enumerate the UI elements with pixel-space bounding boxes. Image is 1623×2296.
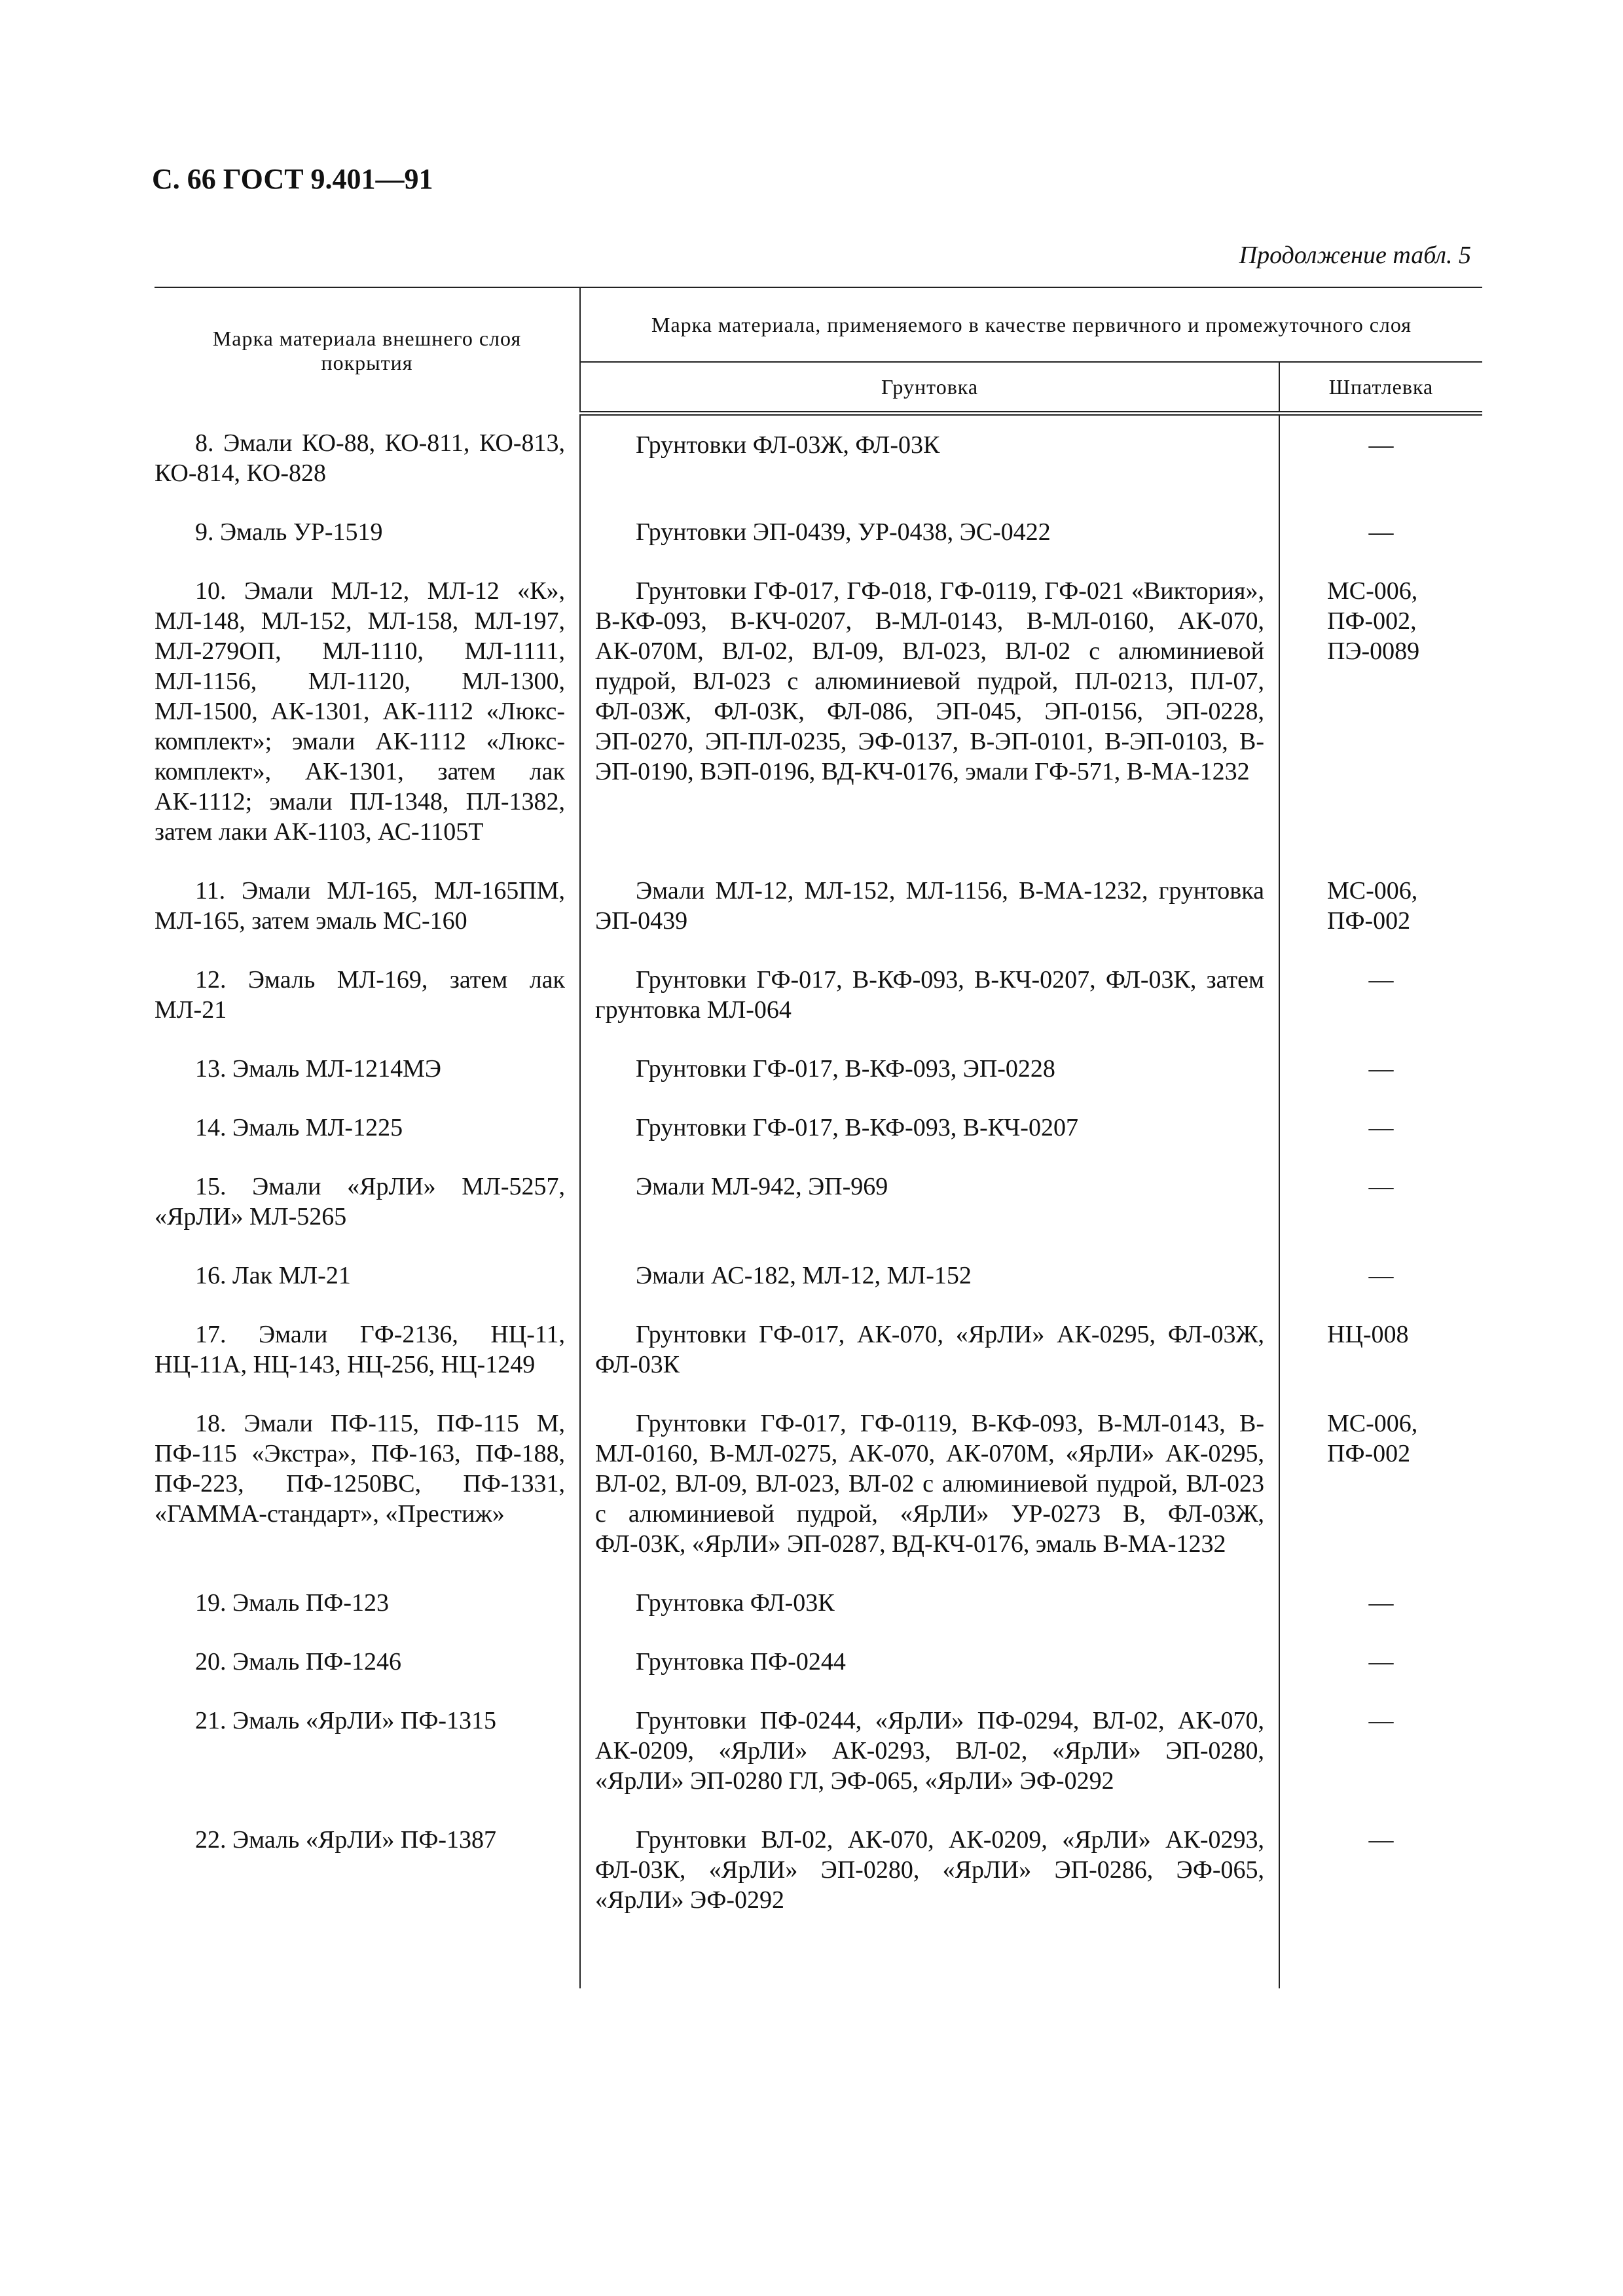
outer-layer-material-text: 13. Эмаль МЛ-1214МЭ (195, 1054, 441, 1083)
putty-cell: — (1368, 1113, 1394, 1141)
page-header: С. 66 ГОСТ 9.401—91 (152, 163, 433, 195)
primer-cell (580, 876, 1279, 965)
outer-layer-material-cell (155, 876, 580, 965)
outer-layer-material-text: 16. Лак МЛ-21 (195, 1261, 351, 1289)
header-primary-layer-material: Марка материала, применяемого в качестве первичного и промежуточного слоя (580, 287, 1482, 362)
primer-cell (580, 414, 1279, 517)
header-primer: Грунтовка (580, 362, 1279, 414)
primer-text: Грунтовка ПФ-0244 (636, 1647, 846, 1676)
outer-layer-material-cell (155, 1319, 580, 1408)
outer-layer-material-cell (155, 1172, 580, 1261)
table-row (155, 1054, 1482, 1113)
primer-cell (580, 965, 1279, 1054)
table-row (155, 517, 1482, 576)
outer-layer-material-text: 22. Эмаль «ЯрЛИ» ПФ-1387 (195, 1825, 497, 1854)
table-row (155, 965, 1482, 1054)
putty-cell: — (1368, 1172, 1394, 1200)
putty-cell: — (1368, 1054, 1394, 1083)
outer-layer-material-cell (155, 1261, 580, 1319)
primer-text: Грунтовки ГФ-017, ГФ-018, ГФ-0119, ГФ-021 «Виктория», В-КФ-093, В-КЧ-0207, В-МЛ-0143, В-МЛ-0160, АК-070, АК-070М, ВЛ-02, ВЛ-09, ВЛ-023, ВЛ-02 с алюминиевой пудрой, ВЛ-023 с алюминиевой пудрой, ПЛ-0213, ПЛ-07, ФЛ-03Ж, ФЛ-03К, ФЛ-086, ЭП-045, ЭП-0156, ЭП-0228, ЭП-0270, ЭП-ПЛ-0235, ЭФ-0137, В-ЭП-0101, В-ЭП-0103, В-ЭП-0190, ВЭП-0196, ВД-КЧ-0176, эмали ГФ-571, В-МА-1232 (595, 577, 1264, 785)
putty-cell: — (1368, 1588, 1394, 1617)
primer-text: Грунтовки ПФ-0244, «ЯрЛИ» ПФ-0294, ВЛ-02, АК-070, АК-0209, «ЯрЛИ» АК-0293, ВЛ-02, «ЯрЛИ» ЭП-0280, «ЯрЛИ» ЭП-0280 ГЛ, ЭФ-065, «ЯрЛИ» ЭФ-0292 (595, 1706, 1264, 1795)
table-row (155, 1825, 1482, 1944)
putty-cell: МС-006, ПФ-002 (1327, 1409, 1418, 1467)
table-body (155, 414, 1482, 1988)
putty-cell: — (1368, 431, 1394, 459)
putty-cell: — (1368, 1261, 1394, 1289)
primer-cell (580, 1706, 1279, 1825)
outer-layer-material-cell (155, 1647, 580, 1706)
putty-cell: — (1368, 1647, 1394, 1676)
putty-cell: — (1368, 1825, 1394, 1854)
primer-text: Эмали АС-182, МЛ-12, МЛ-152 (636, 1261, 972, 1289)
putty-cell: НЦ-008 (1327, 1320, 1409, 1348)
table-row (155, 1261, 1482, 1319)
table-continuation-label: Продолжение табл. 5 (1239, 242, 1471, 269)
primer-cell (580, 1054, 1279, 1113)
primer-text: Грунтовка ФЛ-03К (636, 1588, 835, 1617)
table-row (155, 1706, 1482, 1825)
outer-layer-material-cell (155, 965, 580, 1054)
table-row (155, 1113, 1482, 1172)
putty-cell: — (1368, 1706, 1394, 1734)
outer-layer-material-cell (155, 1408, 580, 1588)
outer-layer-material-text: 19. Эмаль ПФ-123 (195, 1588, 389, 1617)
table-row (155, 414, 1482, 517)
outer-layer-material-text: 20. Эмаль ПФ-1246 (195, 1647, 401, 1676)
primer-cell (580, 1647, 1279, 1706)
outer-layer-material-text: 12. Эмаль МЛ-169, затем лак МЛ-21 (155, 965, 565, 1024)
outer-layer-material-cell (155, 414, 580, 517)
table-row (155, 1319, 1482, 1408)
table-bottom-spacer (155, 1944, 1482, 1988)
primer-text: Грунтовки ГФ-017, В-КФ-093, В-КЧ-0207 (636, 1113, 1078, 1141)
primer-cell (580, 1588, 1279, 1647)
primer-text: Грунтовки ГФ-017, В-КФ-093, В-КЧ-0207, ФЛ-03К, затем грунтовка МЛ-064 (595, 965, 1264, 1024)
table-row (155, 1172, 1482, 1261)
primer-cell (580, 1172, 1279, 1261)
materials-table (155, 287, 1482, 1988)
table-row (155, 1588, 1482, 1647)
outer-layer-material-cell (155, 576, 580, 876)
primer-text: Грунтовки ФЛ-03Ж, ФЛ-03К (636, 431, 940, 459)
outer-layer-material-cell (155, 1825, 580, 1944)
header-outer-layer-material: Марка материала внешнего слоя покрытия (155, 287, 580, 414)
outer-layer-material-text: 10. Эмали МЛ-12, МЛ-12 «К», МЛ-148, МЛ-152, МЛ-158, МЛ-197, МЛ-279ОП, МЛ-1110, МЛ-1111, МЛ-1156, МЛ-1120, МЛ-1300, МЛ-1500, АК-1301, АК-1112 «Люкс-комплект»; эмали АК-1112 «Люкс-комплект», АК-1301, затем лак АК-1112; эмали ПЛ-1348, ПЛ-1382, затем лаки АК-1103, АС-1105Т (155, 577, 565, 846)
primer-cell (580, 576, 1279, 876)
primer-cell (580, 1825, 1279, 1944)
primer-text: Грунтовки ЭП-0439, УР-0438, ЭС-0422 (636, 518, 1051, 546)
putty-cell: — (1368, 965, 1394, 994)
primer-text: Эмали МЛ-942, ЭП-969 (636, 1172, 888, 1200)
outer-layer-material-text: 18. Эмали ПФ-115, ПФ-115 М, ПФ-115 «Экстра», ПФ-163, ПФ-188, ПФ-223, ПФ-1250ВС, ПФ-1331, «ГАММА-стандарт», «Престиж» (155, 1409, 565, 1528)
putty-cell: МС-006, ПФ-002, ПЭ-0089 (1327, 577, 1420, 665)
primer-text: Грунтовки ГФ-017, ГФ-0119, В-КФ-093, В-МЛ-0143, В-МЛ-0160, В-МЛ-0275, АК-070, АК-070М, «ЯрЛИ» АК-0295, ВЛ-02, ВЛ-09, ВЛ-023, ВЛ-02 с алюминиевой пудрой, ВЛ-023 с алюминиевой пудрой, «ЯрЛИ» УР-0273 В, ФЛ-03Ж, ФЛ-03К, «ЯрЛИ» ЭП-0287, ВД-КЧ-0176, эмаль В-МА-1232 (595, 1409, 1264, 1558)
outer-layer-material-text: 11. Эмали МЛ-165, МЛ-165ПМ, МЛ-165, затем эмаль МС-160 (155, 876, 565, 935)
outer-layer-material-cell (155, 1588, 580, 1647)
primer-cell (580, 1113, 1279, 1172)
primer-cell (580, 1408, 1279, 1588)
table-row (155, 1408, 1482, 1588)
primer-cell (580, 1319, 1279, 1408)
primer-text: Грунтовки ГФ-017, АК-070, «ЯрЛИ» АК-0295, ФЛ-03Ж, ФЛ-03К (595, 1320, 1264, 1378)
header-putty: Шпатлевка (1279, 362, 1482, 414)
outer-layer-material-cell (155, 1113, 580, 1172)
outer-layer-material-cell (155, 1054, 580, 1113)
table-row (155, 1647, 1482, 1706)
primer-cell (580, 517, 1279, 576)
outer-layer-material-text: 14. Эмаль МЛ-1225 (195, 1113, 403, 1141)
outer-layer-material-cell (155, 1706, 580, 1825)
table-row (155, 876, 1482, 965)
outer-layer-material-text: 17. Эмали ГФ-2136, НЦ-11, НЦ-11А, НЦ-143, НЦ-256, НЦ-1249 (155, 1320, 565, 1378)
outer-layer-material-text: 8. Эмали КО-88, КО-811, КО-813, КО-814, КО-828 (155, 429, 565, 487)
primer-text: Грунтовки ВЛ-02, АК-070, АК-0209, «ЯрЛИ» АК-0293, ФЛ-03К, «ЯрЛИ» ЭП-0280, «ЯрЛИ» ЭП-0286, ЭФ-065, «ЯрЛИ» ЭФ-0292 (595, 1825, 1264, 1914)
table-row (155, 576, 1482, 876)
outer-layer-material-text: 21. Эмаль «ЯрЛИ» ПФ-1315 (195, 1706, 497, 1734)
outer-layer-material-text: 15. Эмали «ЯрЛИ» МЛ-5257, «ЯрЛИ» МЛ-5265 (155, 1172, 565, 1230)
outer-layer-material-cell (155, 517, 580, 576)
putty-cell: МС-006, ПФ-002 (1327, 876, 1418, 935)
putty-cell: — (1368, 518, 1394, 546)
primer-cell (580, 1261, 1279, 1319)
primer-text: Эмали МЛ-12, МЛ-152, МЛ-1156, В-МА-1232, грунтовка ЭП-0439 (595, 876, 1264, 935)
primer-text: Грунтовки ГФ-017, В-КФ-093, ЭП-0228 (636, 1054, 1055, 1083)
outer-layer-material-text: 9. Эмаль УР-1519 (195, 518, 383, 546)
